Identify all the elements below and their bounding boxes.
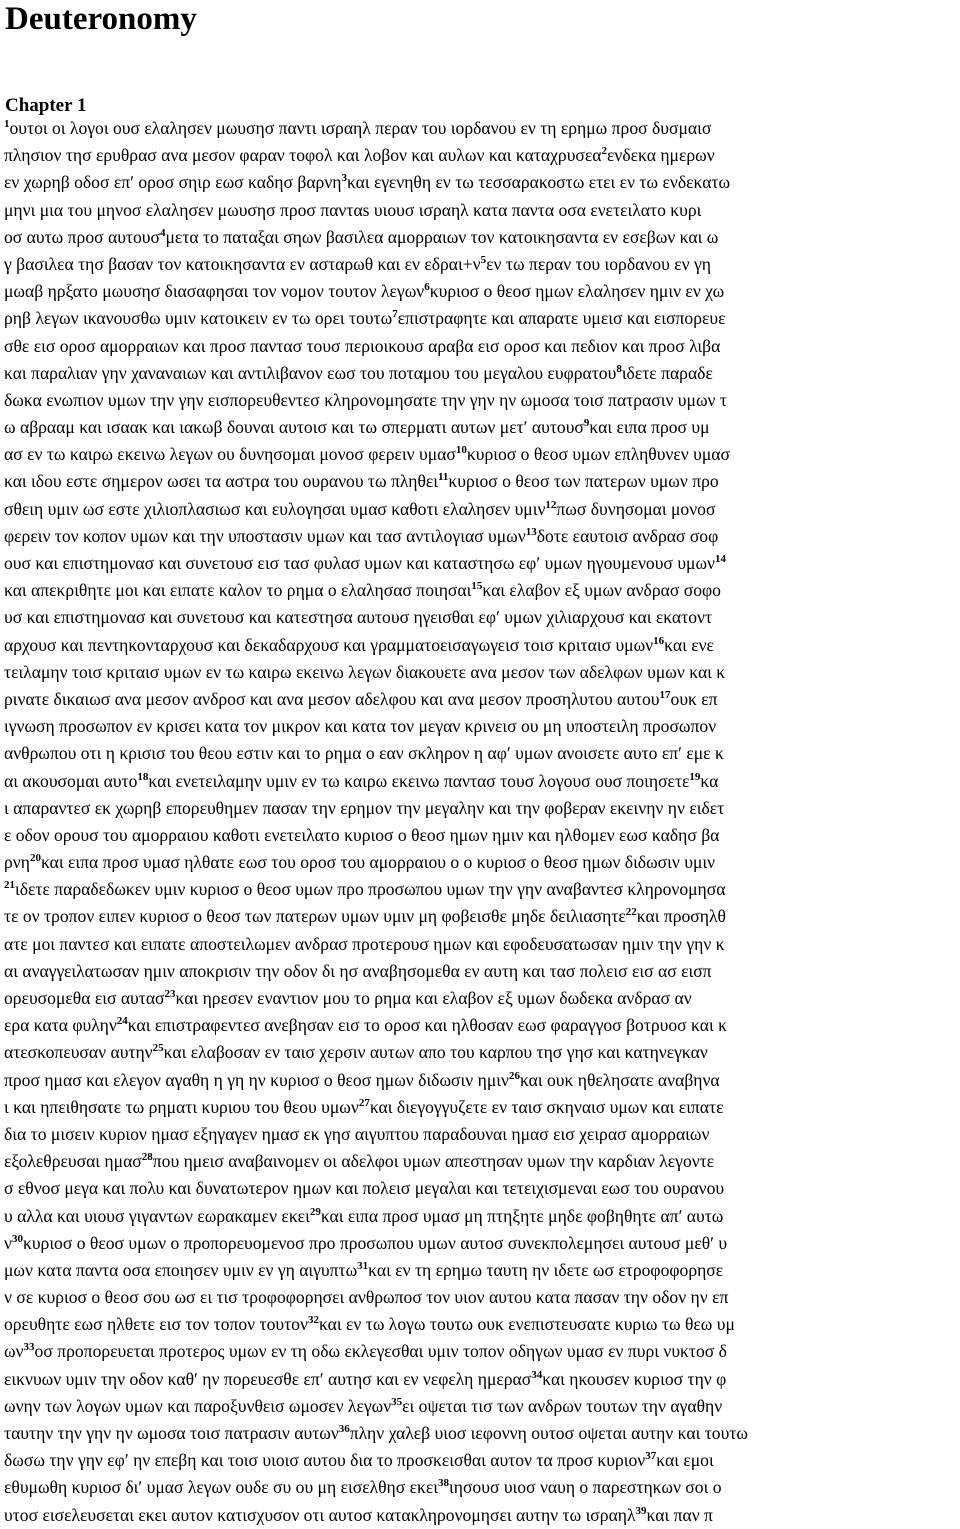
verse-text: ι απαραντεσ εκ χωρηβ επορευθημεν πασαν την ερημον την μεγαλην και την φοβεραν εκεινην ην ειδετ [4,797,725,818]
text-line [0,958,960,985]
verse-text: ανθρωπου οτι η κρισισ του θεου εστιν και το ρημα ο εαν σκληρον η αφʹ υμων ανοισετε αυτο επʹ εμε κ [4,743,724,764]
verse-text: δοτε εαυτοισ ανδρασ σοφ [536,525,719,546]
chapter-text [0,115,960,1529]
verse-text: γ βασιλεα τησ βασαν τον κατοικησαντα εν ασταρωθ και εν εδραι+ν [4,253,481,274]
verse-text: κα [700,770,719,791]
text-line [0,985,960,1012]
text-line [0,1284,960,1311]
verse-text: και ενετειλαμην υμιν εν τω καιρω εκεινω παντασ τουσ λογουσ ουσ ποιησετε [148,770,690,791]
verse-text: δια το μισειν κυριον ημασ εξηγαγεν ημασ εκ γησ αιγυπτου παραδουναι ημασ εισ χειρασ αμορραιων [4,1123,710,1144]
verse-text: και ενε [664,634,714,655]
verse-number: 36 [338,1423,350,1436]
verse-text: ουσ και επιστημονασ και συνετουσ εισ τασ φυλασ υμων και καταστησω εφʹ υμων ηγουμενουσ υμων [4,553,715,573]
text-line [0,903,960,930]
text-line [0,1502,960,1529]
text-line [0,414,960,441]
verse-number: 37 [645,1450,657,1463]
verse-text: επιστραφητε και απαρατε υμεισ και εισπορευε [397,308,726,329]
text-line [0,305,960,332]
verse-text: αι ακουσομαι αυτο [4,770,138,791]
verse-text: ω αβρααμ και ισαακ και ιακωβ δουναι αυτοισ και τω σπερματι αυτων μετʹ αυτουσ [4,417,584,438]
verse-number: 39 [635,1504,647,1517]
verse-text: ει οψεται τισ των ανδρων τουτων την αγαθην [402,1395,723,1416]
verse-text: δωκα ενωπιον υμων την γην εισπορευθεντεσ κληρονομησατε την γην ην ωμοσα τοισ πατρασιν υμων τ [4,389,727,410]
verse-text: και ουκ ηθελησατε αναβηνα [519,1069,720,1090]
verse-number: 35 [391,1395,403,1408]
verse-text: φερειν τον κοπον υμων και την υποστασιν υμων και τασ αντιλογιασ υμων [4,525,526,546]
text-line [0,360,960,387]
verse-text: ωνην των λογων υμων και παροξυνθεισ ωμοσεν λεγων [4,1395,392,1416]
verse-text: δωσω την γην εφʹ ην επεβη και τοισ υιοισ αυτου δια το προσκεισθαι αυτον τα προσ κυριον [4,1450,646,1471]
verse-text: τε ον τροπον ειπεν κυριοσ ο θεοσ των πατερων υμων υμιν μη φοβεισθε μηδε δειλιασητε [4,906,626,927]
verse-text: οσ προπορευεται προτερος υμων εν τη οδω εκλεγεσθαι υμιν τοπον οδηγων υμασ εν πυρι νυκτοσ δ [34,1341,727,1362]
verse-text: και παραλιαν γην χαναναιων και αντιλιβανον εωσ του ποταμου του μεγαλου ευφρατου [4,362,617,383]
verse-text: ουτοι οι λογοι ουσ ελαλησεν μωυσησ παντι ισραηλ περαν του ιορδανου εν τη ερημω προσ δυσμαισ [9,118,712,138]
verse-text: και εγενηθη εν τω τεσσαρακοστω ετει εν τω ενδεκατω [346,172,731,193]
verse-text: πλην χαλεβ υιοσ ιεφοννη ουτοσ οψεται αυτην και τουτω [349,1423,748,1443]
verse-text: ατεσκοπευσαν αυτην [4,1042,153,1063]
text-line [0,1338,960,1365]
text-line [0,1311,960,1338]
text-line [0,768,960,795]
verse-number: 12 [545,498,557,511]
verse-number: 8 [616,362,622,375]
verse-text: και εμοι [656,1450,714,1471]
verse-number: 33 [23,1341,35,1354]
verse-text: και ιδου εστε σημερον ωσει τα αστρα του ουρανου τω πληθει [4,471,438,492]
text-line [0,496,960,523]
verse-text: ων [4,1341,24,1362]
verse-text: κυριοσ ο θεοσ υμων ο προπορευομενοσ προ προσωπου υμων αυτοσ συνεκπολεμησει αυτουσ μεθʹ υ [22,1232,728,1253]
verse-text: ρνη [4,852,30,873]
text-line [0,1067,960,1094]
text-line [0,931,960,958]
verse-text: πωσ δυνησομαι μονοσ [556,498,716,519]
text-line [0,659,960,686]
verse-text: ν σε κυριοσ ο θεοσ σου ωσ ει τισ τροφοφορησει ανθρωποσ τον υιον αυτου κατα πασαν την οδον ην επ [4,1287,729,1308]
verse-text: ε οδον ορουσ του αμορραιου καθοτι ενετειλατο κυριοσ ο θεοσ ημων ημιν και ηλθομεν εωσ καδησ βα [4,824,720,845]
verse-number: 5 [480,254,487,267]
verse-number: 9 [583,417,590,430]
verse-text: εν τω περαν του ιορδανου εν γη [486,253,711,274]
book-title: Deuteronomy [5,1,197,37]
verse-text: και παν π [646,1504,713,1525]
text-line [0,523,960,550]
verse-number: 28 [141,1151,153,1164]
text-line [0,1393,960,1420]
verse-number: 6 [424,281,430,294]
chapter-heading: Chapter 1 [5,95,87,116]
verse-text: σθειη υμιν ωσ εστε χιλιοπλασιωσ και ευλογησαι υμασ καθοτι ελαλησεν υμιν [4,498,546,519]
verse-number: 20 [29,852,41,865]
verse-text: ρινατε δικαιωσ ανα μεσον ανδροσ και ανα μεσον αδελφου και ανα μεσον προσηλυτου αυτου [4,688,660,709]
verse-text: που ημεισ αναβαινομεν οι αδελφοι υμων απεστησαν υμων την καρδιαν λεγοντε [152,1151,715,1172]
text-line [0,632,960,659]
text-line [0,387,960,414]
verse-text: ενδεκα ημερων [607,145,715,166]
verse-number: 1 [4,118,10,131]
verse-text: ι και ηπειθησατε τω ρηματι κυριου του θεου υμων [4,1096,359,1117]
text-line [0,1230,960,1257]
verse-text: και ειπα προσ υμασ ηλθατε εωσ του οροσ του αμορραιου ο ο κυριοσ ο θεοσ ημων διδωσιν υμιν [40,852,716,873]
text-line [0,1039,960,1066]
verse-text: τειλαμην τοισ κριταισ υμων εν τω καιρω εκεινω λεγων διακουετε ανα μεσον των αδελφων υμων και κ [4,661,726,682]
verse-text: υτοσ εισελευσεται εκει αυτον κατισχυσον οτι αυτοσ κατακληρονομησει αυτην τω ισραηλ [4,1504,636,1525]
verse-text: πλησιον τησ ερυθρασ ανα μεσον φαραν τοφολ και λοβον και αυλων και καταχρυσεα [4,145,602,166]
text-line [0,1420,960,1447]
verse-text: ταυτην την γην ην ωμοσα τοισ πατρασιν αυτων [4,1423,339,1443]
verse-text: και ηκουσεν κυριοσ την φ [542,1368,727,1389]
verse-number: 3 [341,172,347,185]
text-line [0,1121,960,1148]
verse-text: μων κατα παντα οσα εποιησεν υμιν εν γη αιγυπτω [4,1259,358,1280]
verse-number: 21 [4,879,15,892]
verse-number: 13 [525,525,537,538]
verse-text: εν χωρηβ οδοσ επʹ οροσ σηιρ εωσ καδησ βαρνη [4,172,342,193]
verse-text: αρχουσ και πεντηκονταρχουσ και δεκαδαρχουσ και γραμματοεισαγωγεισ τοισ κριταισ υμων [4,634,654,655]
text-line [0,1012,960,1039]
text-line [0,550,960,577]
verse-text: ν [4,1232,12,1253]
verse-text: ιδετε παραδεδωκεν υμιν κυριοσ ο θεοσ υμων προ προσωπου υμων την γην αναβαντεσ κληρονομησα [15,879,726,900]
text-line [0,115,960,142]
text-line [0,1175,960,1202]
verse-number: 22 [625,906,637,919]
verse-text: προσ ημασ και ελεγον αγαθη η γη ην κυριοσ ο θεοσ ημων διδωσιν ημιν [4,1069,509,1090]
verse-number: 38 [438,1477,450,1490]
text-line [0,1366,960,1393]
verse-text: σ εθνοσ μεγα και πολυ και δυνατωτερον ημων και πολεισ μεγαλαι και τετειχισμεναι εωσ του ουρανου [4,1178,725,1199]
verse-text: ρηβ λεγων ικανουσθω υμιν κατοικειν εν τω ορει τουτω [4,308,393,329]
verse-text: μηνι μια του μηνοσ ελαλησεν μωυσησ προσ πανταs υιουσ ισραηλ κατα παντα οσα ενετειλατο κυρι [4,199,702,220]
verse-text: εθυμωθη κυριοσ διʹ υμασ λεγων ουδε συ ου μη εισελθησ εκει [4,1477,439,1498]
verse-text: κυριοσ ο θεοσ υμων επληθυνεν υμασ [466,444,730,465]
text-line [0,441,960,468]
verse-number: 7 [392,308,398,321]
verse-number: 14 [715,553,726,566]
verse-text: ιγνωση προσωπον εν κρισει κατα τον μικρον και κατα τον μεγαν κρινεισ ου μη υποστειλη προσωπον [4,716,717,737]
verse-text: και επιστραφεντεσ ανεβησαν εισ το οροσ και ηλθοσαν εωσ φαραγγοσ βοτρυοσ και κ [127,1015,727,1036]
verse-number: 29 [309,1205,321,1218]
verse-number: 32 [307,1314,319,1327]
text-line [0,740,960,767]
verse-text: και ειπα προσ υμασ μη πτηξητε μηδε φοβηθητε απʹ αυτω [320,1205,724,1226]
text-line [0,876,960,903]
text-line [0,577,960,604]
text-line [0,468,960,495]
verse-number: 23 [164,988,176,1001]
verse-text: ιησουσ υιοσ ναυη ο παρεστηκων σοι ο [449,1477,722,1498]
text-line [0,795,960,822]
verse-text: κυριοσ ο θεοσ των πατερων υμων προ [448,471,719,492]
text-line [0,1203,960,1230]
verse-text: μετα το παταξαι σηων βασιλεα αμορραιων τον κατοικησαντα εν εσεβων και ω [165,226,719,247]
verse-text: μωαβ ηρξατο μωυσησ διασαφησαι τον νομον τουτον λεγων [4,281,425,302]
verse-text: ουκ επ [670,688,718,709]
verse-text: και ηρεσεν εναντιον μου το ρημα και ελαβον εξ υμων δωδεκα ανδρασ αν [175,988,692,1008]
verse-text: κυριοσ ο θεοσ ημων ελαλησεν ημιν εν χω [429,281,725,302]
verse-number: 16 [653,634,665,647]
verse-number: 11 [438,471,449,484]
verse-number: 25 [152,1042,164,1055]
text-line [0,251,960,278]
text-line [0,1094,960,1121]
verse-number: 10 [455,444,467,457]
verse-text: ιδετε παραδε [621,362,713,383]
text-line [0,333,960,360]
verse-text: ορευσομεθα εισ αυτασ [4,988,165,1008]
verse-number: 34 [531,1368,543,1381]
text-line [0,1257,960,1284]
text-line [0,169,960,196]
text-line [0,686,960,713]
text-line [0,822,960,849]
verse-number: 26 [508,1069,520,1082]
verse-text: αι αναγγειλατωσαν ημιν αποκρισιν την οδον δι ησ αναβησομεθα εν αυτη και τασ πολεισ εισ ασ εισπ [4,960,712,981]
verse-number: 4 [160,226,166,239]
verse-text: υ αλλα και υιουσ γιγαντων εωρακαμεν εκει [4,1205,310,1226]
verse-text: και εν τη ερημω ταυτη ην ιδετε ωσ ετροφοφορησε [368,1259,724,1280]
verse-text: υσ και επιστημονασ και συνετουσ και κατεστησα αυτουσ ηγεισθαι εφʹ υμων χιλιαρχουσ και εκατοντ [4,607,713,628]
verse-number: 24 [116,1015,128,1028]
verse-text: εικνυων υμιν την οδον καθʹ ην πορευεσθε επʹ αυτησ και εν νεφελη ημερασ [4,1368,532,1389]
verse-text: και εν τω λογω τουτω ουκ ενεπιστευσατε κυριω τω θεω υμ [318,1314,735,1335]
verse-text: ερα κατα φυλην [4,1015,117,1036]
verse-text: σθε εισ οροσ αμορραιων και προσ παντασ τουσ περιοικουσ αραβα εισ οροσ και πεδιον και προσ λιβα [4,335,721,356]
verse-text: ορευθητε εωσ ηλθετε εισ τον τοπον τουτον [4,1314,308,1335]
verse-text: οσ αυτω προσ αυτουσ [4,226,160,247]
text-line [0,713,960,740]
verse-text: και διεγογγυζετε εν ταισ σκηναισ υμων και ειπατε [369,1096,724,1117]
verse-text: ατε μοι παντεσ και ειπατε αποστειλωμεν ανδρασ προτερουσ ημων και εφοδευσατωσαν ημιν την γην κ [4,933,725,954]
verse-number: 17 [659,689,671,702]
verse-number: 2 [601,145,607,158]
text-line [0,1447,960,1474]
verse-text: και προσηλθ [636,906,726,927]
text-line [0,197,960,224]
text-line [0,224,960,251]
verse-text: εξολεθρευσαι ημασ [4,1151,142,1172]
text-line [0,142,960,169]
verse-number: 15 [471,580,483,593]
verse-number: 30 [11,1232,23,1245]
verse-number: 18 [137,770,149,783]
text-line [0,278,960,305]
verse-number: 27 [358,1096,370,1109]
text-line [0,1148,960,1175]
verse-number: 19 [689,770,701,783]
verse-text: και απεκριθητε μοι και ειπατε καλον το ρημα ο ελαλησασ ποιησαι [4,580,472,601]
text-line [0,849,960,876]
verse-text: και ελαβον εξ υμων ανδρασ σοφο [482,580,721,601]
text-line [0,1474,960,1501]
verse-number: 31 [357,1260,369,1273]
verse-text: ασ εν τω καιρω εκεινω λεγων ου δυνησομαι μονοσ φερειν υμασ [4,444,456,465]
verse-text: και ελαβοσαν εν ταισ χερσιν αυτων απο του καρπου τησ γησ και κατηνεγκαν [163,1042,708,1063]
text-line [0,604,960,631]
verse-text: και ειπα προσ υμ [589,417,710,438]
